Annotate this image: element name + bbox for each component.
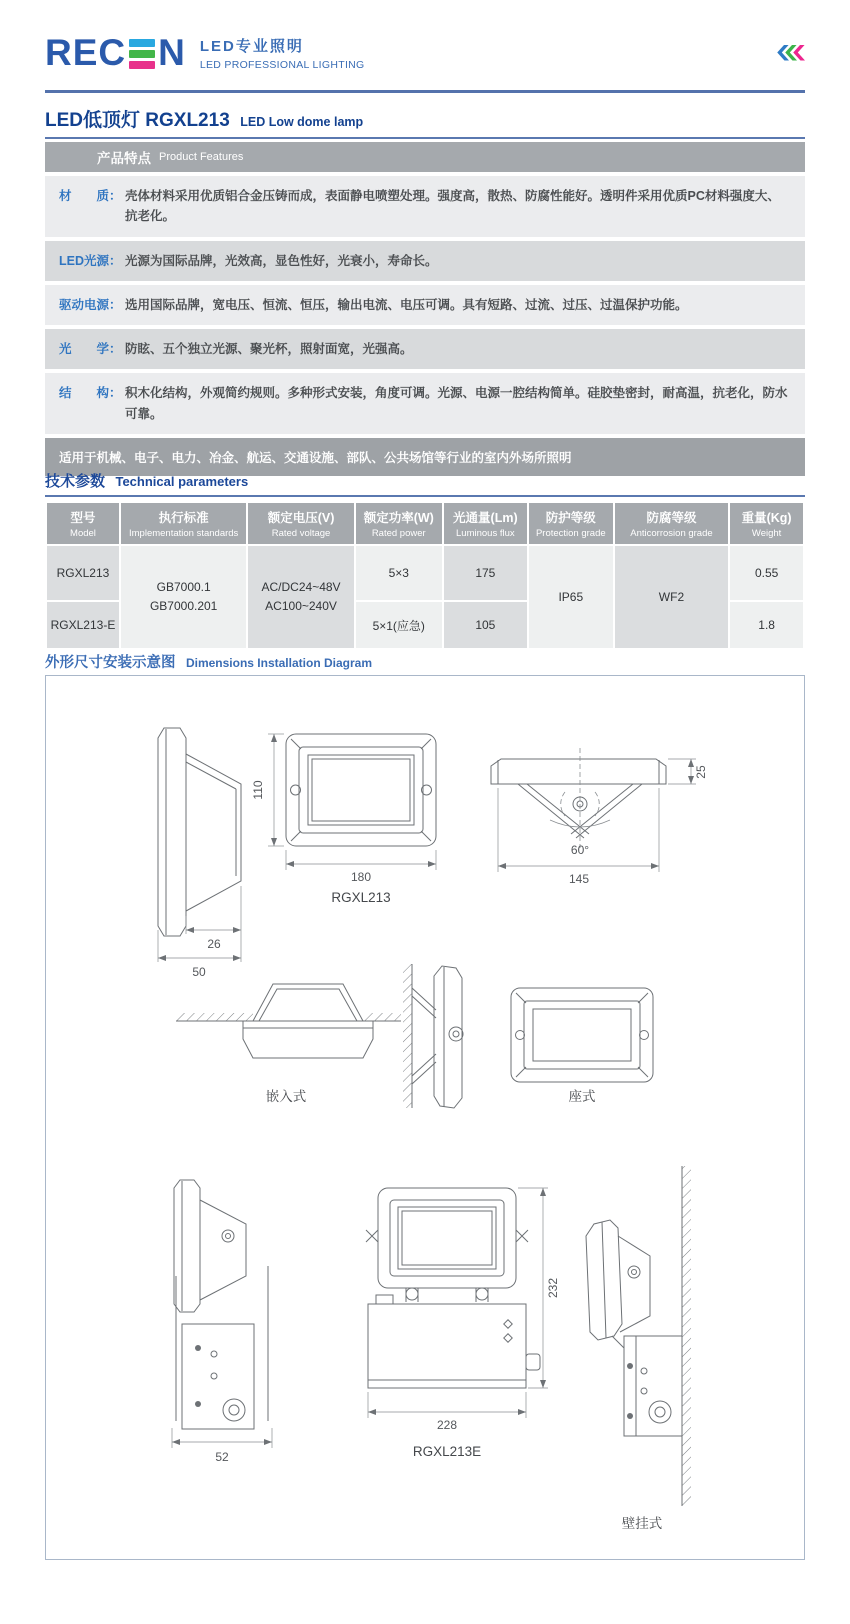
rgxl213-side-view (158, 728, 241, 979)
col-header-power: 额定功率(W) Rated power (356, 503, 442, 544)
table-header-row (47, 503, 803, 544)
feature-label: 材 质： (59, 189, 122, 203)
tech-section-title (45, 470, 805, 497)
dim-beam-angle: 60° (570, 843, 590, 857)
feature-label: 结 构： (59, 386, 122, 401)
feature-label: LED光源： (59, 253, 122, 268)
wall-mount-drawing (586, 1166, 691, 1531)
col-header-flux: 光通量(Lm) Luminous flux (444, 503, 527, 544)
logo-bar-magenta (129, 61, 155, 69)
logo-e-bars-icon (129, 39, 155, 69)
dim-e-width: 228 (436, 1418, 458, 1432)
header (45, 34, 805, 71)
wall-side-drawing (403, 964, 463, 1108)
parameters-table (45, 501, 805, 650)
rgxl213e-front-view (366, 1188, 560, 1459)
caption-rgxl213: RGXL213 (331, 890, 391, 905)
feature-text: 选用国际品牌，宽电压、恒流、恒压，输出电流、电压可调。具有短路、过流、过压、过温保护功能。 (125, 297, 688, 312)
logo-subtitle-en: LED PROFESSIONAL LIGHTING (199, 58, 365, 71)
caption-wall-mount: 壁挂式 (621, 1516, 663, 1531)
features-section-header (45, 142, 805, 172)
header-divider (45, 90, 805, 93)
cell-protection: IP65 (529, 546, 613, 648)
dim-depth-total: 50 (192, 965, 206, 979)
col-header-standards: 执行标准 Implementation standards (121, 503, 246, 544)
cell-power: 5×1(应急) (356, 602, 442, 648)
recen-logo (45, 34, 186, 71)
feature-text: 壳体材料采用优质铝合金压铸而成，表面静电喷塑处理。强度高，散热、防腐性能好。透明件采用优质PC材料强度大、抗老化。 (125, 189, 780, 224)
feature-row-driver (45, 285, 805, 325)
rgxl213-profile-view (491, 748, 708, 886)
features-header-en: Product Features (159, 151, 244, 163)
dim-e-height: 232 (546, 1277, 560, 1299)
tech-title-en: Technical parameters (115, 474, 249, 489)
dim-body-width: 145 (568, 872, 590, 886)
feature-row-structure (45, 373, 805, 434)
caption-recessed-mount: 嵌入式 (265, 1089, 307, 1104)
col-header-model: 型号 Model (47, 503, 119, 544)
product-features-section (45, 142, 805, 476)
logo-text-left: REC (45, 32, 127, 73)
dim-front-width: 180 (350, 870, 372, 884)
cell-standards: GB7000.1 GB7000.201 (121, 546, 246, 648)
page-title-cn: LED低顶灯 RGXL213 (45, 110, 230, 131)
table-row (47, 546, 803, 600)
cell-weight: 0.55 (730, 546, 803, 600)
logo-bar-cyan (129, 39, 155, 47)
tech-title-cn: 技术参数 (45, 473, 106, 490)
cell-anticorrosion: WF2 (615, 546, 729, 648)
col-header-voltage: 额定电压(V) Rated voltage (248, 503, 353, 544)
feature-label: 驱动电源： (59, 297, 122, 312)
logo-subtitle (200, 35, 365, 71)
feature-row-led-source (45, 241, 805, 281)
diagram-title-cn: 外形尺寸安装示意图 (45, 655, 176, 671)
col-header-weight: 重量(Kg) Weight (730, 503, 803, 544)
dim-front-height: 110 (251, 780, 265, 800)
dim-depth-front: 26 (207, 937, 221, 951)
cell-model: RGXL213 (47, 546, 119, 600)
cell-flux: 105 (444, 602, 527, 648)
dim-flange-height: 25 (694, 765, 708, 779)
logo-bar-green (129, 50, 155, 58)
cell-weight: 1.8 (730, 602, 803, 648)
rgxl213-front-view (251, 734, 436, 905)
logo-text-right: N (158, 32, 186, 73)
features-header-cn: 产品特点 (97, 151, 151, 166)
recessed-mount-drawing (176, 984, 401, 1104)
cell-model: RGXL213-E (47, 602, 119, 648)
caption-seat-mount: 座式 (568, 1089, 596, 1104)
diagram-section-title (45, 651, 372, 672)
cell-power: 5×3 (356, 546, 442, 600)
technical-parameters-section (45, 470, 805, 650)
col-header-anticorrosion: 防腐等级 Anticorrosion grade (615, 503, 729, 544)
page-title-en: LED Low dome lamp (240, 115, 364, 129)
feature-row-optics (45, 329, 805, 369)
dim-e-side-width: 52 (215, 1450, 229, 1464)
rgxl213e-side-view (172, 1180, 272, 1464)
seat-mount-drawing (511, 988, 653, 1104)
feature-row-material (45, 176, 805, 237)
application-note: 适用于机械、电子、电力、冶金、航运、交通设施、部队、公共场馆等行业的室内外场所照明 (45, 438, 805, 476)
feature-text: 防眩、五个独立光源、聚光杯，照射面宽，光强高。 (125, 342, 413, 356)
logo-subtitle-cn: LED专业照明 (199, 37, 304, 55)
col-header-protection: 防护等级 Protection grade (529, 503, 613, 544)
caption-rgxl213e: RGXL213E (412, 1444, 482, 1459)
diagram-box (45, 675, 805, 1560)
diagram-title-en: Dimensions Installation Diagram (185, 656, 372, 670)
dimension-drawings (46, 676, 804, 1559)
page-title (45, 105, 805, 139)
feature-label: 光 学： (59, 342, 122, 356)
triple-chevron-icon (777, 45, 805, 61)
feature-text: 光源为国际品牌，光效高，显色性好，光衰小，寿命长。 (125, 253, 438, 268)
cell-flux: 175 (444, 546, 527, 600)
feature-text: 积木化结构，外观简约规则。多种形式安装，角度可调。光源、电源一腔结构简单。硅胶垫密封，耐高温，抗老化，防水可靠。 (125, 386, 788, 421)
cell-voltage: AC/DC24~48V AC100~240V (248, 546, 353, 648)
